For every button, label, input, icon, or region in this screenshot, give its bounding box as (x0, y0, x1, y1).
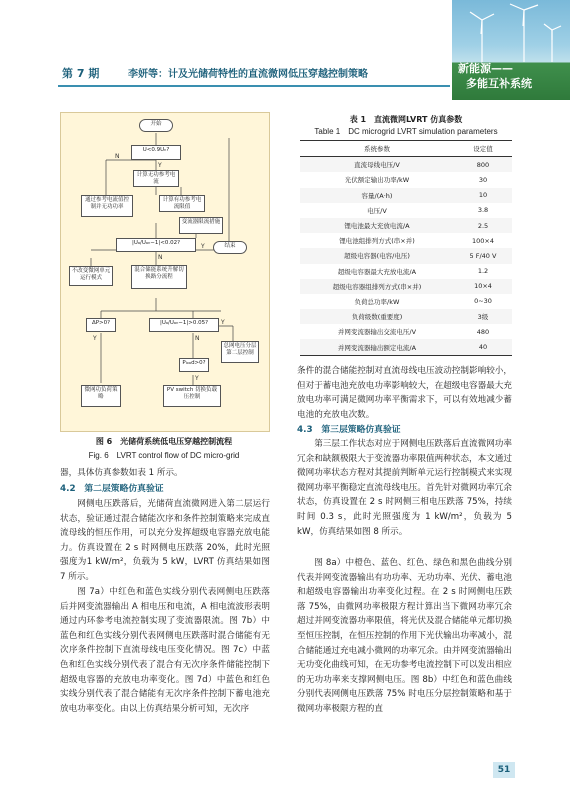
table-cell: 直流母线电压/V (300, 157, 454, 173)
flow-converter-limit: 变流器限流措施 (179, 217, 223, 234)
flow-decision-deviation: |Uₐ/Uₐₙ−1|<0.02? (116, 238, 196, 252)
flow-label-y: Y (201, 243, 205, 250)
flow-start: 开始 (139, 119, 173, 132)
table-cell: 超级电容器(电容/电压) (300, 248, 454, 263)
banner-line-2: 多能互补系统 (466, 77, 532, 90)
table-cell: 10 (454, 188, 512, 203)
flow-reactive-control: 通过参考电流值控制并无功功率 (81, 195, 133, 217)
table-cell: 10×4 (454, 279, 512, 294)
flow-decision-load: Pₗₒₐd>0? (179, 358, 209, 372)
body-paragraph: 网侧电压跌落后，光储荷直流微网进入第二层运行状态，验证通过混合储能次序和条件控制策略来完成直流母线的恒压作用，可以充分发挥超级电容器充放电能力。仿真设置在 2 s 时网侧电压跌落 20%，此时光照强度为1 kW/m²，负载为 5 kW，LVRT 仿真结果如图 7 所示。 (60, 499, 270, 582)
table-cell: 3.8 (477, 206, 489, 215)
flow-pv-switch: PV switch 切换负载压控制 (163, 385, 221, 407)
section-heading-4-2: 4.2 第二层策略仿真验证 (60, 484, 164, 494)
flow-decision-voltage: U<0.9Uₙ? (131, 145, 181, 160)
figure-caption-cn: 图 6 光储荷系统低电压穿越控制流程 (95, 437, 233, 446)
journal-banner (452, 0, 570, 100)
table-row (300, 294, 512, 309)
flow-hybrid-storage: 混合储能系统升解切换路分流程 (131, 265, 187, 289)
header-rule (58, 85, 450, 87)
flow-label-n: N (158, 254, 163, 261)
body-paragraph: 条件的混合储能控制对直流母线电压波动控制影响较小，但对于蓄电池充放电功率影响较大，在超级电容器最大充放电功率可满足微网功率平衡需求下，可以有效地减少蓄电池的充放电次数。 (297, 366, 512, 420)
table-cell: 锂电池组排列方式(串×并) (339, 237, 415, 246)
body-paragraph: 第三层工作状态对应于网侧电压跌落后直流微网功率冗余和缺额极限大于变流器功率限值两种状态，本文通过微网功率状态方程对其提前判断单元运行控制模式来实现微网功率平衡稳定直流母线电压。首先针对微网功率冗余状态，仿真设置在 2 s 时网侧三相电压跌落 75%，持续时间 0.3 s，此时光照强度为 1 kW/m²，负载为 5 kW，仿真结果如图 8 所示。 (297, 439, 512, 537)
table-cell: 锂电池最大充放电流/A (300, 218, 454, 233)
flow-layer2-control: 总网电压分层第二层控制 (221, 341, 259, 363)
table-cell: 并网变流器输出额定电流/A (300, 339, 454, 355)
table-cell: 电压/V (367, 206, 387, 215)
table-header-value: 设定值 (454, 141, 512, 157)
table-row (300, 218, 512, 233)
table-title-en: Table 1 DC microgrid LVRT simulation parameters (314, 127, 498, 136)
page-number: 51 (493, 762, 515, 778)
table-header-row (300, 141, 512, 157)
body-paragraph: 图 7a）中红色和蓝色实线分别代表网侧电压跌落后并网变流器输出 A 相电压和电流，A 相电流波形表明通过内环参考电流控制实现了变流器限流。图 7b）中蓝色和红色实线分别代表网侧电压跌落时混合储能有无次序条件控制下直流母线电压变化情况。图 7c）中蓝色和红色实线分别代表了混合有无次序条件储能控制下超级电容器的充放电功率变化。图 7d）中蓝色和红色实线分别代表了混合储能有无次序条件控制下蓄电池充放电功率变化。由以上仿真结果分析可知，无次序 (60, 587, 270, 714)
flow-label-y: Y (195, 375, 199, 382)
parameter-table (300, 140, 512, 356)
table-cell: 40 (454, 339, 512, 355)
table-row (300, 339, 512, 355)
table-cell: 超级电容器组排列方式(串×并) (300, 279, 454, 294)
table-row (300, 172, 512, 187)
flowchart-figure (60, 112, 270, 432)
table-row (300, 248, 512, 263)
flow-no-change: 不改变微网单元运行模式 (69, 266, 113, 286)
table-cell: 100×4 (472, 236, 494, 245)
table-row (300, 264, 512, 279)
flow-label-y: Y (221, 319, 225, 326)
body-paragraph: 图 8a）中橙色、蓝色、红色、绿色和黑色曲线分别代表并网变流器输出有功功率、无功功率、光伏、蓄电池和超级电容器输出功率变化过程。在 2 s 时网侧电压跌落 75%，由微网功率极限方程计算出当下微网功率冗余超过并网变流器功率限值，将光伏及混合储能单元都切换至恒压控制，在恒压控制的作用下光伏输出功率减小，混合储能通过充电减小微网的功率冗余。由并网变流器输出无功变化曲线可知，在无功参考电流控制下可以发出相应的无功功率来支撑网侧电压。图 8b）中红色和蓝色曲线分别代表网侧电压跌落 75% 时电压分层控制策略和基于微网功率极限方程的直 (297, 558, 512, 714)
flow-calc-reactive: 计算无功参考电流 (133, 170, 179, 187)
table-cell: 并网变流器输出交流电压/V (337, 328, 417, 337)
flow-decision-power: ΔP>0? (86, 318, 116, 332)
flow-label-y: Y (93, 335, 97, 342)
table-cell: 光伏额定输出功率/kW (344, 176, 410, 185)
table-cell: 480 (476, 327, 490, 336)
table-row (300, 157, 512, 173)
table-row (300, 203, 512, 218)
table-row (300, 309, 512, 324)
table-cell: 负荷级数(重要度) (300, 309, 454, 324)
section-heading-4-3: 4.3 第三层策略仿真验证 (297, 425, 401, 435)
table-cell: 5 F/40 V (454, 248, 512, 263)
flow-micro-reduce: 微网功负荷策略 (81, 385, 121, 407)
flow-label-n: N (115, 153, 120, 160)
table-title-cn: 表 1 直流微网LVRT 仿真参数 (349, 115, 463, 124)
flow-label-n: N (195, 335, 200, 342)
table-row (300, 233, 512, 248)
flow-label-y: Y (158, 162, 162, 169)
table-cell: 1.2 (477, 267, 489, 276)
table-cell: 30 (478, 175, 488, 184)
table-cell: 0~30 (474, 297, 492, 306)
running-title: 李妍等：计及光储荷特性的直流微网低压穿越控制策略 (128, 69, 368, 80)
figure-caption-en: Fig. 6 LVRT control flow of DC micro-grid (88, 451, 240, 460)
table-cell: 2.5 (454, 218, 512, 233)
flow-decision-threshold: |Uₐ/Uₐₙ−1|>0.05? (149, 318, 219, 332)
table-cell: 3级 (454, 309, 512, 324)
table-row (300, 279, 512, 294)
table-row (300, 324, 512, 339)
banner-line-1: 新能源—— (458, 62, 513, 75)
flow-calc-active: 计算有功参考电流限值 (159, 195, 205, 212)
body-paragraph: 器，具体仿真参数如表 1 所示。 (60, 468, 183, 478)
flow-end: 结束 (213, 241, 247, 254)
table-cell: 800 (454, 157, 512, 173)
table-row (300, 188, 512, 203)
table-cell: 负荷总功率/kW (354, 297, 400, 306)
table-cell: 容量/(A·h) (300, 188, 454, 203)
issue-label: 第 7 期 (62, 67, 100, 80)
table-header-param: 系统参数 (300, 141, 454, 157)
table-cell: 超级电容器最大充放电流/A (337, 267, 417, 276)
